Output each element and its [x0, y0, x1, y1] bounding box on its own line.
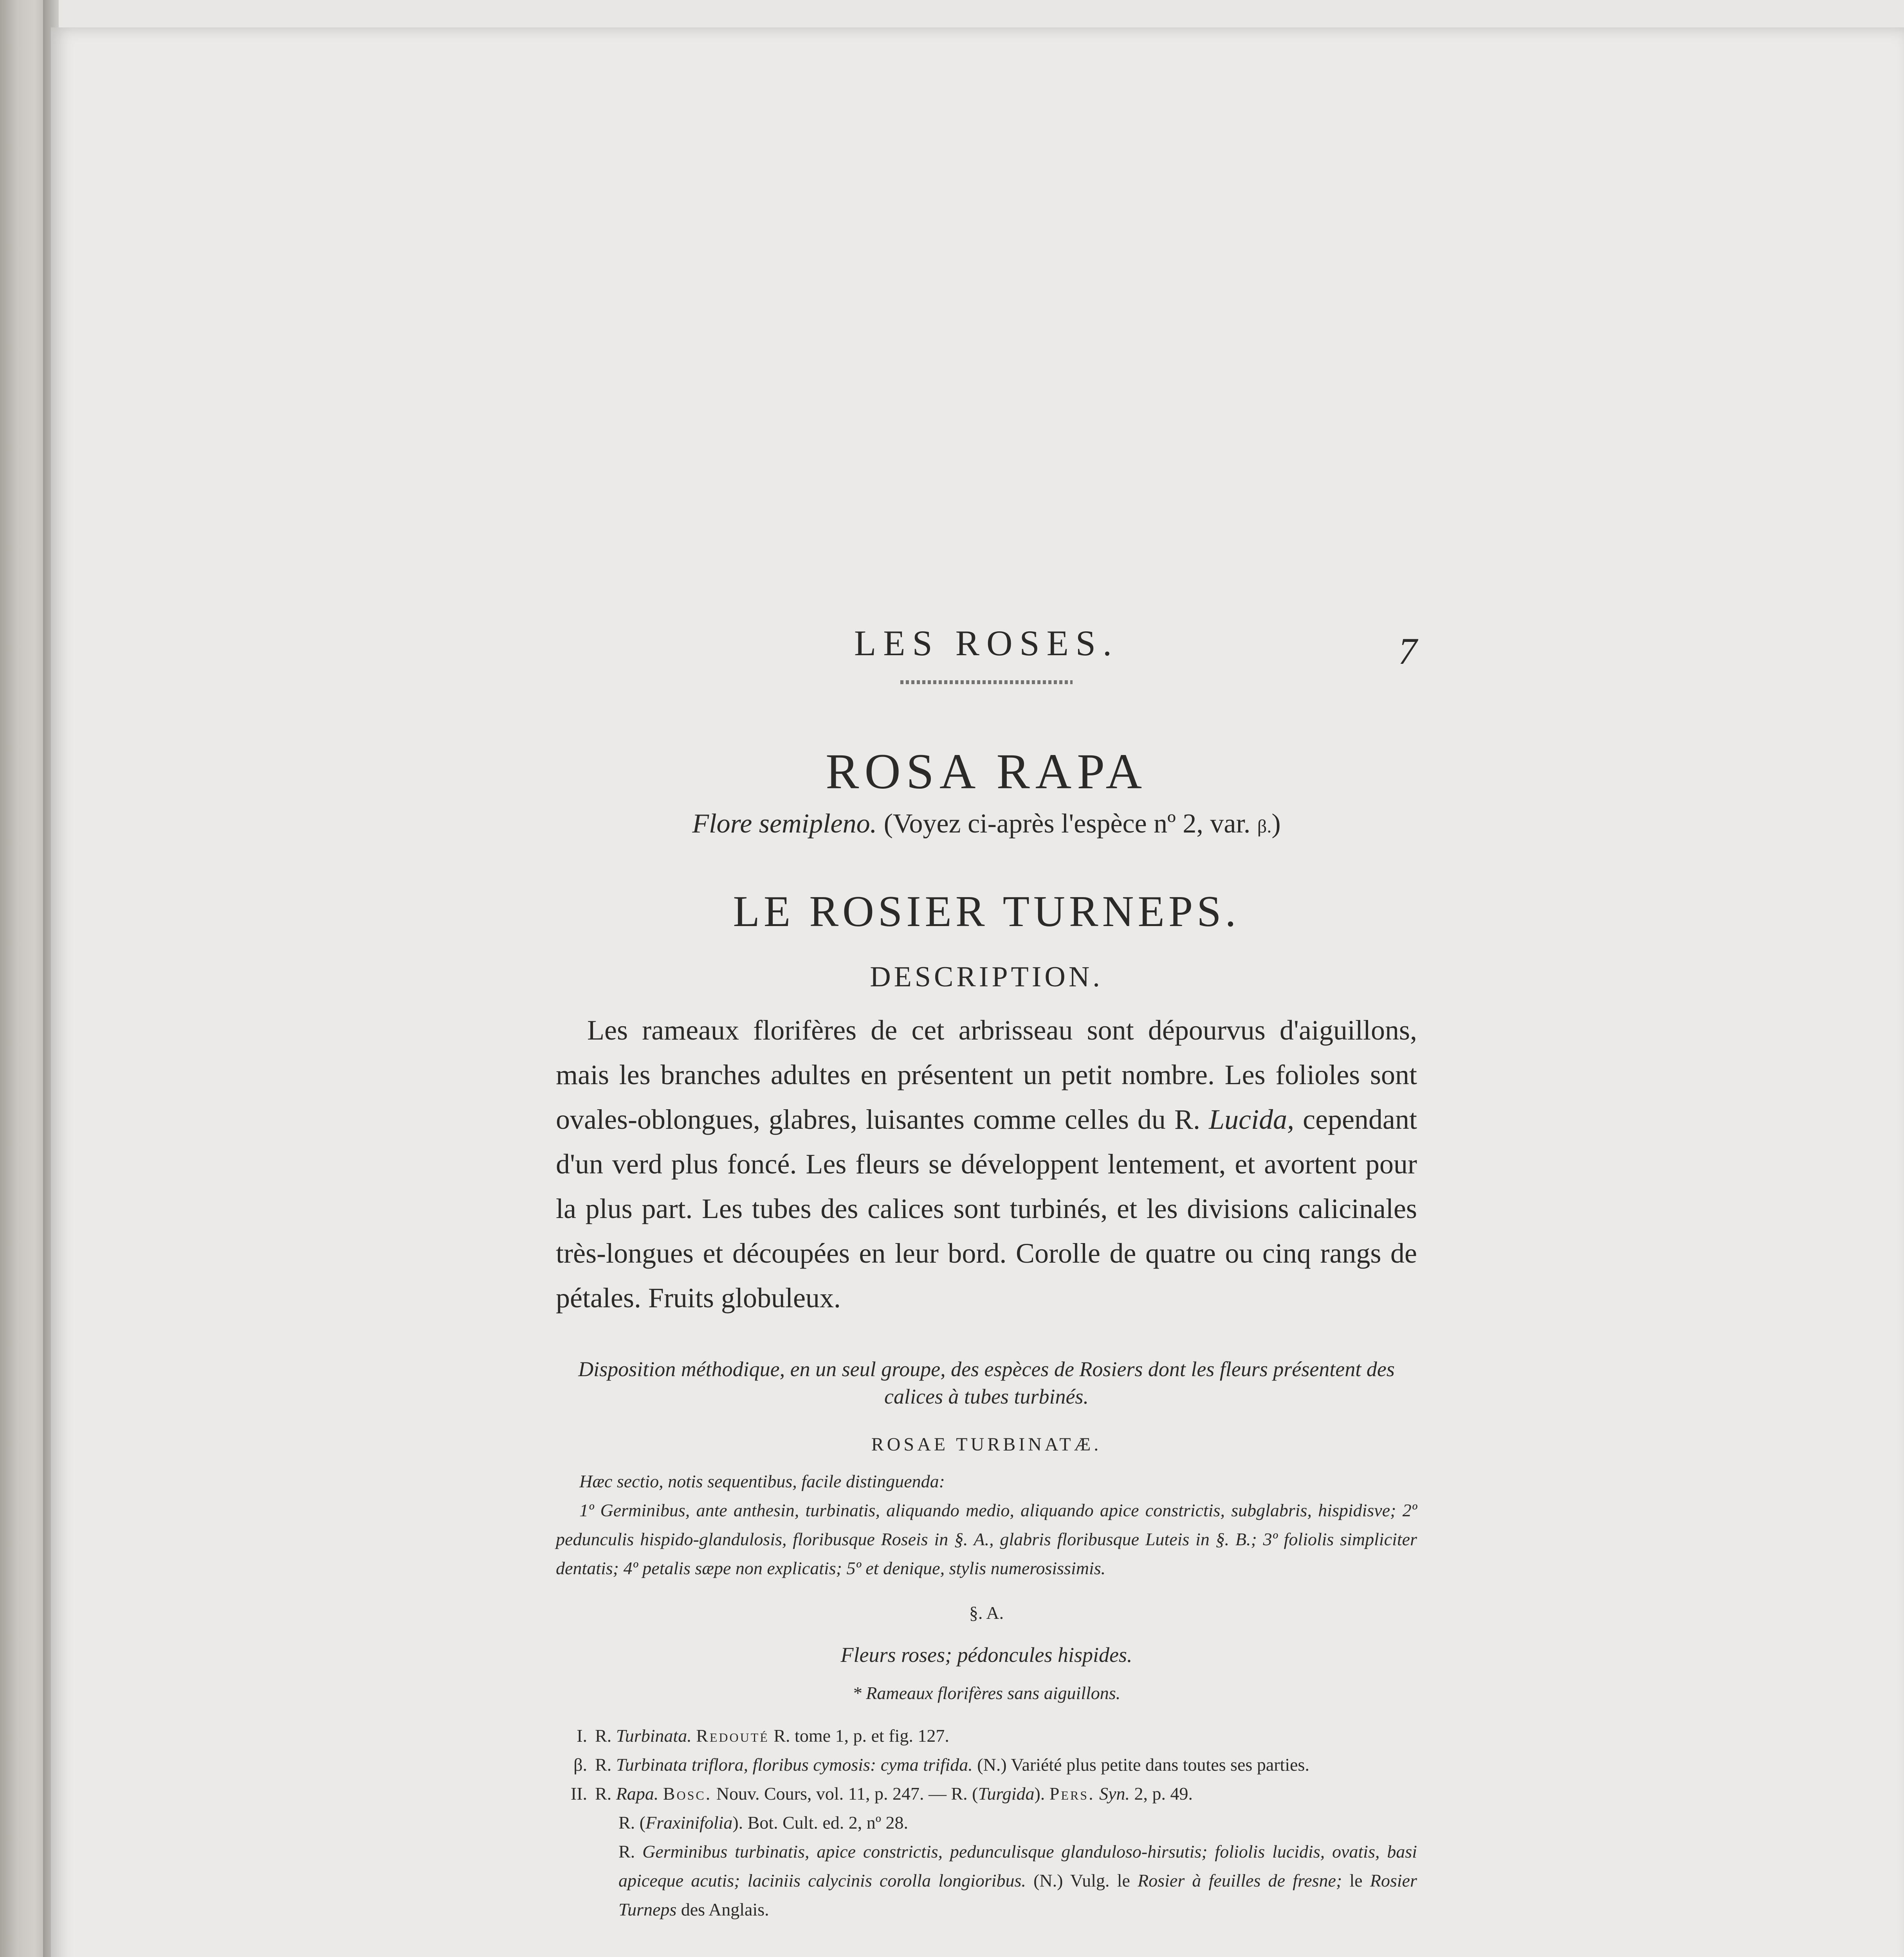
entry-number: I.: [577, 1726, 587, 1746]
french-title: LE ROSIER TURNEPS.: [733, 887, 1240, 936]
description-italic: Lucida,: [1209, 1104, 1295, 1135]
book-page: [51, 27, 1904, 1957]
main-title: ROSA RAPA: [825, 744, 1148, 799]
entry-text: (N.) Vulg. le: [1026, 1871, 1138, 1890]
entry-number: II.: [570, 1784, 587, 1804]
species-entries: [556, 1721, 1417, 1924]
entry-text: ).: [1034, 1784, 1049, 1804]
species-entry: [556, 1808, 1417, 1837]
entry-text: Rosier à feuilles de fresne;: [1138, 1871, 1342, 1890]
description-part-1: Les rameaux florifères de cet arbrisseau sont dépourvus d'aiguillons, mais les branches adultes en présentent un petit nombre. Les folioles sont ovales-oblongues, glabres, luisantes comme celles du R.: [556, 1015, 1417, 1135]
entry-text: Turbinata triflora, floribus cymosis: cyma trifida.: [616, 1755, 973, 1775]
subtitle-rest: (Voyez ci-après l'espèce nº 2, var.: [877, 809, 1257, 839]
rosae-heading: ROSAE TURBINATÆ.: [871, 1434, 1102, 1455]
entry-text: ). Bot. Cult. ed. 2, nº 28.: [732, 1813, 909, 1833]
entry-text: Rapa.: [616, 1784, 659, 1804]
entry-text: Rosier Turneps: [618, 1871, 1417, 1919]
entry-text: (N.) Variété plus petite dans toutes ses parties.: [972, 1755, 1309, 1775]
entry-text: des Anglais.: [676, 1899, 769, 1919]
species-entry: [556, 1779, 1417, 1808]
entry-text: R. tome 1, p. et fig. 127.: [769, 1726, 949, 1746]
description-part-2: cependant d'un verd plus foncé. Les fleurs se développent lentement, et avortent pour la plus part. Les tubes des calices sont turbinés, et les divisions calicinales très-longues et découpées en leur bord. Corolle de quatre ou cinq rangs de pétales. Fruits globuleux.: [556, 1104, 1417, 1314]
entry-text: Syn.: [1099, 1784, 1130, 1804]
species-entry: [556, 1750, 1417, 1779]
subtitle-small: β.: [1257, 816, 1272, 837]
running-title: LES ROSES.: [854, 623, 1119, 663]
entry-text: R.: [595, 1784, 616, 1804]
entry-text: le: [1342, 1871, 1370, 1890]
section-mark: §. A.: [969, 1603, 1004, 1623]
entry-number: β.: [573, 1755, 587, 1775]
subtitle: [556, 808, 1417, 840]
entry-text: [1095, 1784, 1100, 1804]
entry-text: [692, 1726, 696, 1746]
subtitle-close: ): [1271, 809, 1281, 839]
description-heading: DESCRIPTION.: [870, 961, 1103, 993]
entry-text: Bosc.: [663, 1784, 712, 1804]
latin-description: [556, 1467, 1417, 1583]
page-content: [556, 622, 1417, 1924]
entry-text: R.: [595, 1726, 616, 1746]
latin-body: 1º Germinibus, ante anthesin, turbinatis, aliquando medio, aliquando apice constrictis, subglabris, hispidisve; 2º pedunculis hispido-glandulosis, floribusque Roseis in §. A., glabris floribusque Luteis in §. B.; 3º foliolis simpliciter dentatis; 4º petalis sæpe non explicatis; 5º et denique, stylis numerosissimis.: [556, 1500, 1417, 1578]
disposition-note: Disposition méthodique, en un seul groupe, des espèces de Rosiers dont les fleurs présentent des calices à tubes turbinés.: [578, 1357, 1395, 1408]
species-entry: [556, 1837, 1417, 1924]
entry-text: R.: [618, 1842, 643, 1861]
entry-text: Redouté: [696, 1726, 769, 1746]
running-head: [556, 622, 1417, 677]
subtitle-italic: Flore semipleno.: [692, 809, 877, 839]
subgroup-heading: * Rameaux florifères sans aiguillons.: [852, 1683, 1121, 1703]
entry-text: Nouv. Cours, vol. 11, p. 247. — R. (: [712, 1784, 978, 1804]
entry-text: 2, p. 49.: [1130, 1784, 1193, 1804]
description-text: [556, 1008, 1417, 1320]
entry-text: Germinibus turbinatis, apice constrictis, pedunculisque glanduloso-hirsutis; foliolis lucidis, ovatis, basi apiceque acutis; laciniis calycinis corolla longioribus.: [618, 1842, 1417, 1890]
species-entry: [556, 1721, 1417, 1750]
entry-text: R. (: [618, 1813, 645, 1833]
entry-text: Pers.: [1049, 1784, 1095, 1804]
ornament-rule: [900, 680, 1073, 684]
entry-text: [658, 1784, 663, 1804]
entry-text: R.: [595, 1755, 616, 1775]
group-heading: Fleurs roses; pédoncules hispides.: [840, 1643, 1132, 1667]
left-page-edge: [0, 0, 49, 1957]
page-number: 7: [1398, 630, 1417, 672]
entry-text: Fraxinifolia: [645, 1813, 733, 1833]
entry-text: Turbinata.: [616, 1726, 692, 1746]
entry-text: Turgida: [978, 1784, 1035, 1804]
latin-intro: Hæc sectio, notis sequentibus, facile distinguenda:: [579, 1471, 945, 1491]
